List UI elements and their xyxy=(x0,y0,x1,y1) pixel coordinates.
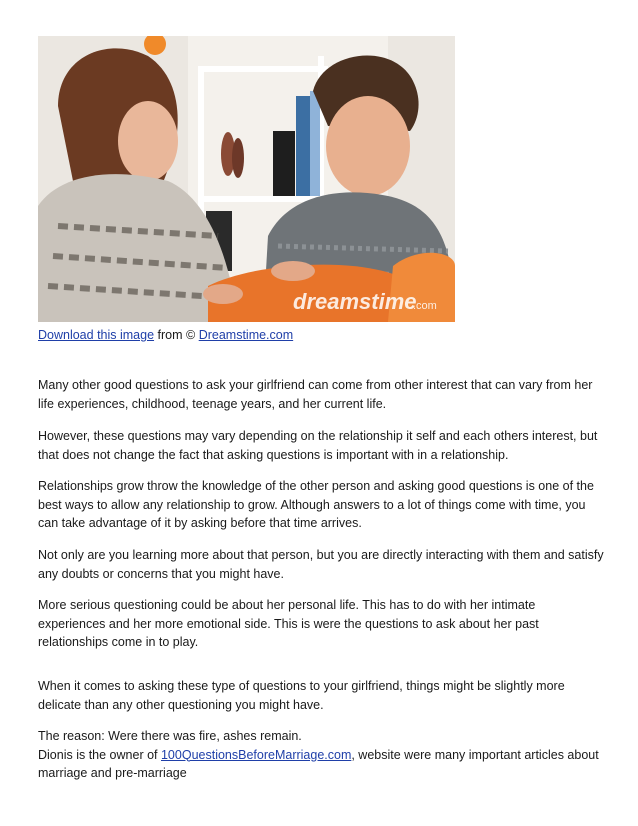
dreamstime-link[interactable]: Dreamstime.com xyxy=(198,328,294,342)
paragraph-delicate-questions: When it comes to asking these type of questions to your girlfriend, things might be slightly more delicate than any other questioning you might have. xyxy=(38,679,565,712)
reason-line: The reason: Were there was fire, ashes remain. xyxy=(38,729,302,743)
watermark-text: dreamstime xyxy=(293,289,417,314)
paragraph-knowledge-growth: Relationships grow throw the knowledge of the other person and asking good questions is one of the best ways to allow any relationship to grow. Although answers to a lot of things come with time, you can take advantage of it by asking before that time arrives. xyxy=(38,479,594,530)
download-image-link[interactable]: Download this image xyxy=(38,328,155,342)
author-text-start: Dionis is the owner of xyxy=(38,747,161,762)
watermark-suffix: .com xyxy=(413,300,437,312)
paragraph-learning-more: Not only are you learning more about that person, but you are directly interacting with them and satisfy any doubts or concerns that you might have. xyxy=(38,548,604,581)
paragraph-relationship-importance: However, these questions may vary depending on the relationship it self and each others interest, but that does not change the fact that asking questions is important with in a relationship. xyxy=(38,429,598,462)
paragraph-serious-questioning: More serious questioning could be about her personal life. This has to do with her intimate experiences and her more emotional side. This is were the questions to ask about her past relationships come in to play. xyxy=(38,598,539,649)
caption-from-text: from © xyxy=(154,328,199,342)
paragraph-interests: Many other good questions to ask your girlfriend can come from other interest that can vary from her life experiences, childhood, teenage years, and her current life. xyxy=(38,378,593,411)
paragraph-author-note xyxy=(38,727,604,783)
site-link[interactable]: 100QuestionsBeforeMarriage.com xyxy=(160,747,352,762)
couple-photo-illustration xyxy=(38,36,455,322)
author-text-end: , website were many important articles about marriage and pre-marriage xyxy=(38,747,599,780)
image-caption xyxy=(38,327,293,343)
stock-photo xyxy=(38,36,455,322)
